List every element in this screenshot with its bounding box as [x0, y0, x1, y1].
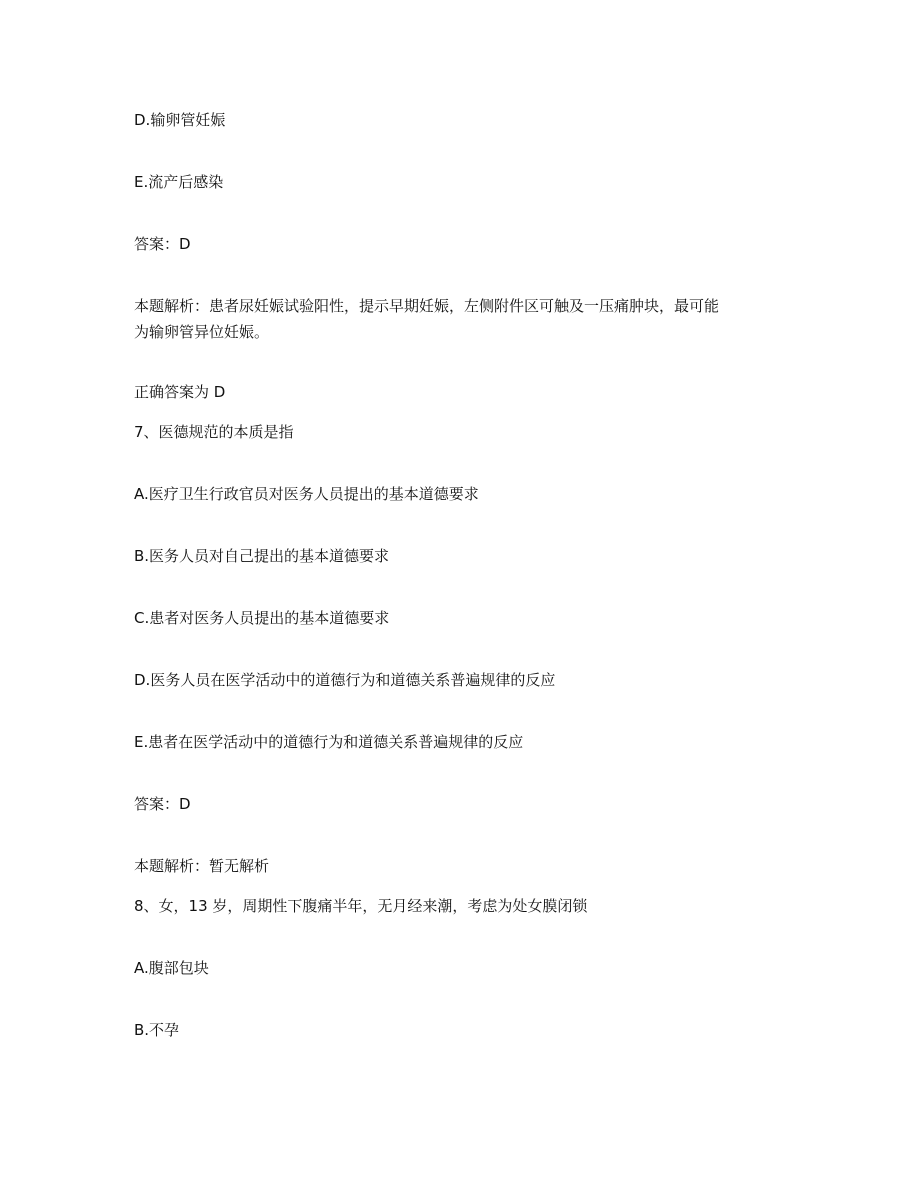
q7-option-b: B.医务人员对自己提出的基本道德要求 — [134, 547, 390, 565]
q8-option-a: A.腹部包块 — [134, 959, 209, 977]
option-d-prev-question: D.输卵管妊娠 — [134, 111, 226, 129]
correct-answer: 正确答案为 D — [134, 383, 226, 401]
q7-answer: 答案：D — [134, 795, 191, 813]
answer-prev-question: 答案：D — [134, 235, 191, 253]
q7-option-a: A.医疗卫生行政官员对医务人员提出的基本道德要求 — [134, 485, 479, 503]
q7-option-e: E.患者在医学活动中的道德行为和道德关系普遍规律的反应 — [134, 733, 524, 751]
option-e-prev-question: E.流产后感染 — [134, 173, 224, 191]
q7-explanation: 本题解析：暂无解析 — [134, 857, 270, 875]
explanation-line-2: 为输卵管异位妊娠。 — [134, 323, 270, 341]
q7-option-d: D.医务人员在医学活动中的道德行为和道德关系普遍规律的反应 — [134, 671, 556, 689]
question-7: 7、医德规范的本质是指 — [134, 423, 294, 441]
explanation-line-1: 本题解析：患者尿妊娠试验阳性，提示早期妊娠，左侧附件区可触及一压痛肿块，最可能 — [134, 297, 720, 315]
q8-option-b: B.不孕 — [134, 1021, 180, 1039]
q7-option-c: C.患者对医务人员提出的基本道德要求 — [134, 609, 390, 627]
question-8: 8、女，13 岁，周期性下腹痛半年，无月经来潮，考虑为处女膜闭锁 — [134, 897, 588, 915]
